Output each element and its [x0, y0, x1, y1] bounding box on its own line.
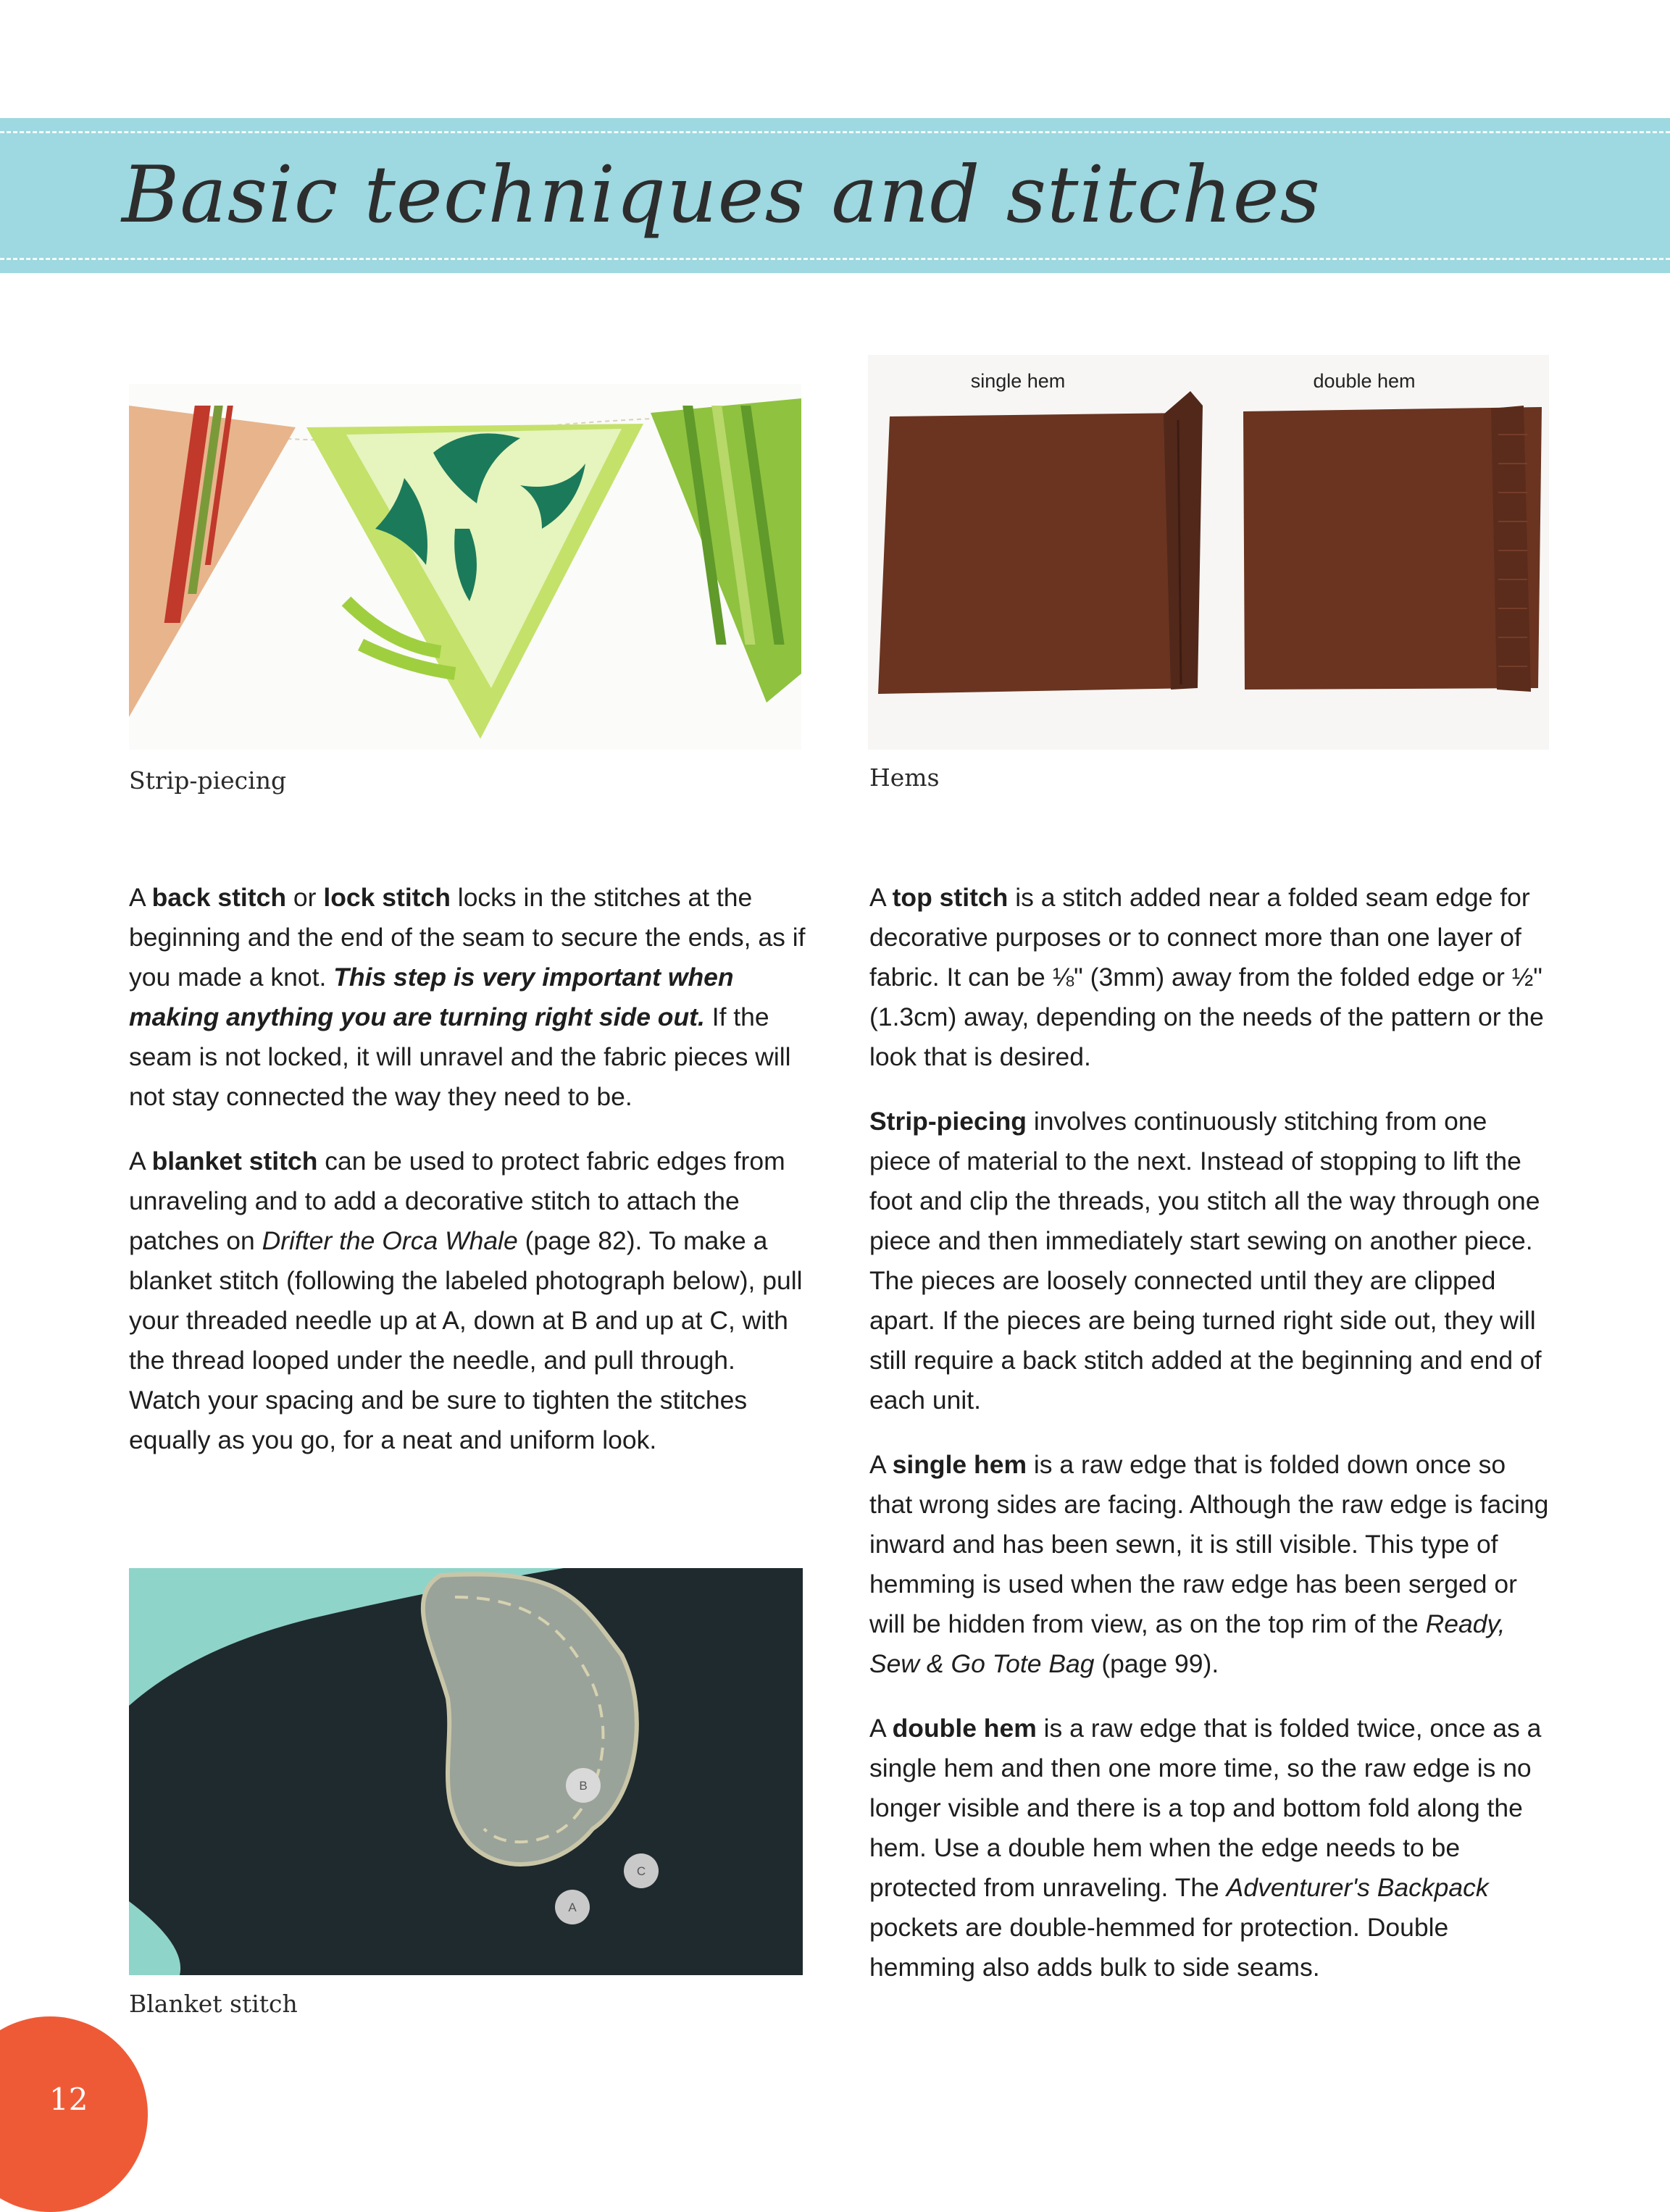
project-drifter: Drifter the Orca Whale — [262, 1226, 518, 1255]
point-a-label: A — [568, 1901, 577, 1914]
single-hem-label: single hem — [970, 370, 1066, 392]
blanket-stitch-illustration — [129, 1568, 803, 1975]
strip-piecing-paragraph: Strip-piecing involves continuously stitching from one piece of material to the next. Instead of stopping to lift the foot and clip the threads, you stitch all the way through one piece and then immediately start sewing on another piece. The pieces are loosely connected until they are clipped apart. If the pieces are being turned right side out, they will still require a back stitch added at the beginning and end of each unit. — [869, 1107, 1542, 1415]
term-back-stitch: back stitch — [151, 883, 287, 912]
bunting-illustration — [129, 384, 801, 750]
important-note: This step is very important when making anything you are turning right side out. — [129, 963, 734, 1031]
single-hem-paragraph: A single hem is a raw edge that is folded down once so that wrong sides are facing. Although the raw edge is facing inward and has been sewn, it is still visible. This type of hemming is used when the raw edge has been serged or will be hidden from view, as on the top rim of the Ready, Sew & Go Tote Bag (page 99). — [869, 1450, 1549, 1678]
blanket-stitch-photo — [129, 1568, 803, 1975]
term-single-hem: single hem — [892, 1450, 1027, 1479]
strip-piecing-photo — [129, 384, 801, 750]
top-stitch-paragraph: A top stitch is a stitch added near a folded seam edge for decorative purposes or to connect more than one layer of fabric. It can be ⅛" (3mm) away from the folded edge or ½" (1.3cm) away, depending on the needs of the pattern or the look that is desired. — [869, 883, 1544, 1071]
page-title: Basic techniques and stitches — [122, 150, 1321, 240]
double-hem-paragraph: A double hem is a raw edge that is folded twice, once as a single hem and then one more time, so the raw edge is no longer visible and there is a top and bottom fold along the hem. Use a double hem when the edge needs to be protected from unraveling. The Adventurer's Backpack pockets are double-hemmed for protection. Double hemming also adds bulk to side seams. — [869, 1714, 1542, 1982]
blanket-stitch-paragraph: A blanket stitch can be used to protect fabric edges from unraveling and to add a decorative stitch to attach the patches on Drifter the Orca Whale (page 82). To make a blanket stitch (following the labeled photograph below), pull your threaded needle up at A, down at B and up at C, with the thread looped under the needle, and pull through. Watch your spacing and be sure to tighten the stitches equally as you go, for a neat and uniform look. — [129, 1147, 803, 1454]
hems-photo — [868, 355, 1549, 750]
hems-illustration — [868, 355, 1549, 750]
strip-piecing-caption: Strip-piecing — [129, 766, 287, 795]
blanket-stitch-caption: Blanket stitch — [129, 1990, 298, 2018]
project-backpack: Adventurer's Backpack — [1226, 1873, 1489, 1902]
back-stitch-paragraph: A back stitch or lock stitch locks in the stitches at the beginning and the end of the seam to secure the ends, as if you made a knot. This step is very important when making anything you are turning right side out. If the seam is not locked, it will unravel and the fabric pieces will not stay connected the way they need to be. — [129, 883, 806, 1111]
left-column — [129, 878, 810, 1485]
point-c-label: C — [636, 1864, 646, 1878]
page-number: 12 — [49, 2082, 88, 2117]
hems-caption: Hems — [869, 763, 940, 792]
double-hem-label: double hem — [1313, 370, 1416, 392]
right-column — [869, 878, 1550, 2012]
term-strip-piecing: Strip-piecing — [869, 1107, 1027, 1136]
term-top-stitch: top stitch — [892, 883, 1009, 912]
project-tote-bag: Ready, Sew & Go Tote Bag — [869, 1609, 1506, 1678]
term-double-hem: double hem — [892, 1714, 1037, 1743]
term-lock-stitch: lock stitch — [323, 883, 451, 912]
term-blanket-stitch: blanket stitch — [151, 1147, 318, 1176]
point-b-label: B — [579, 1779, 588, 1793]
